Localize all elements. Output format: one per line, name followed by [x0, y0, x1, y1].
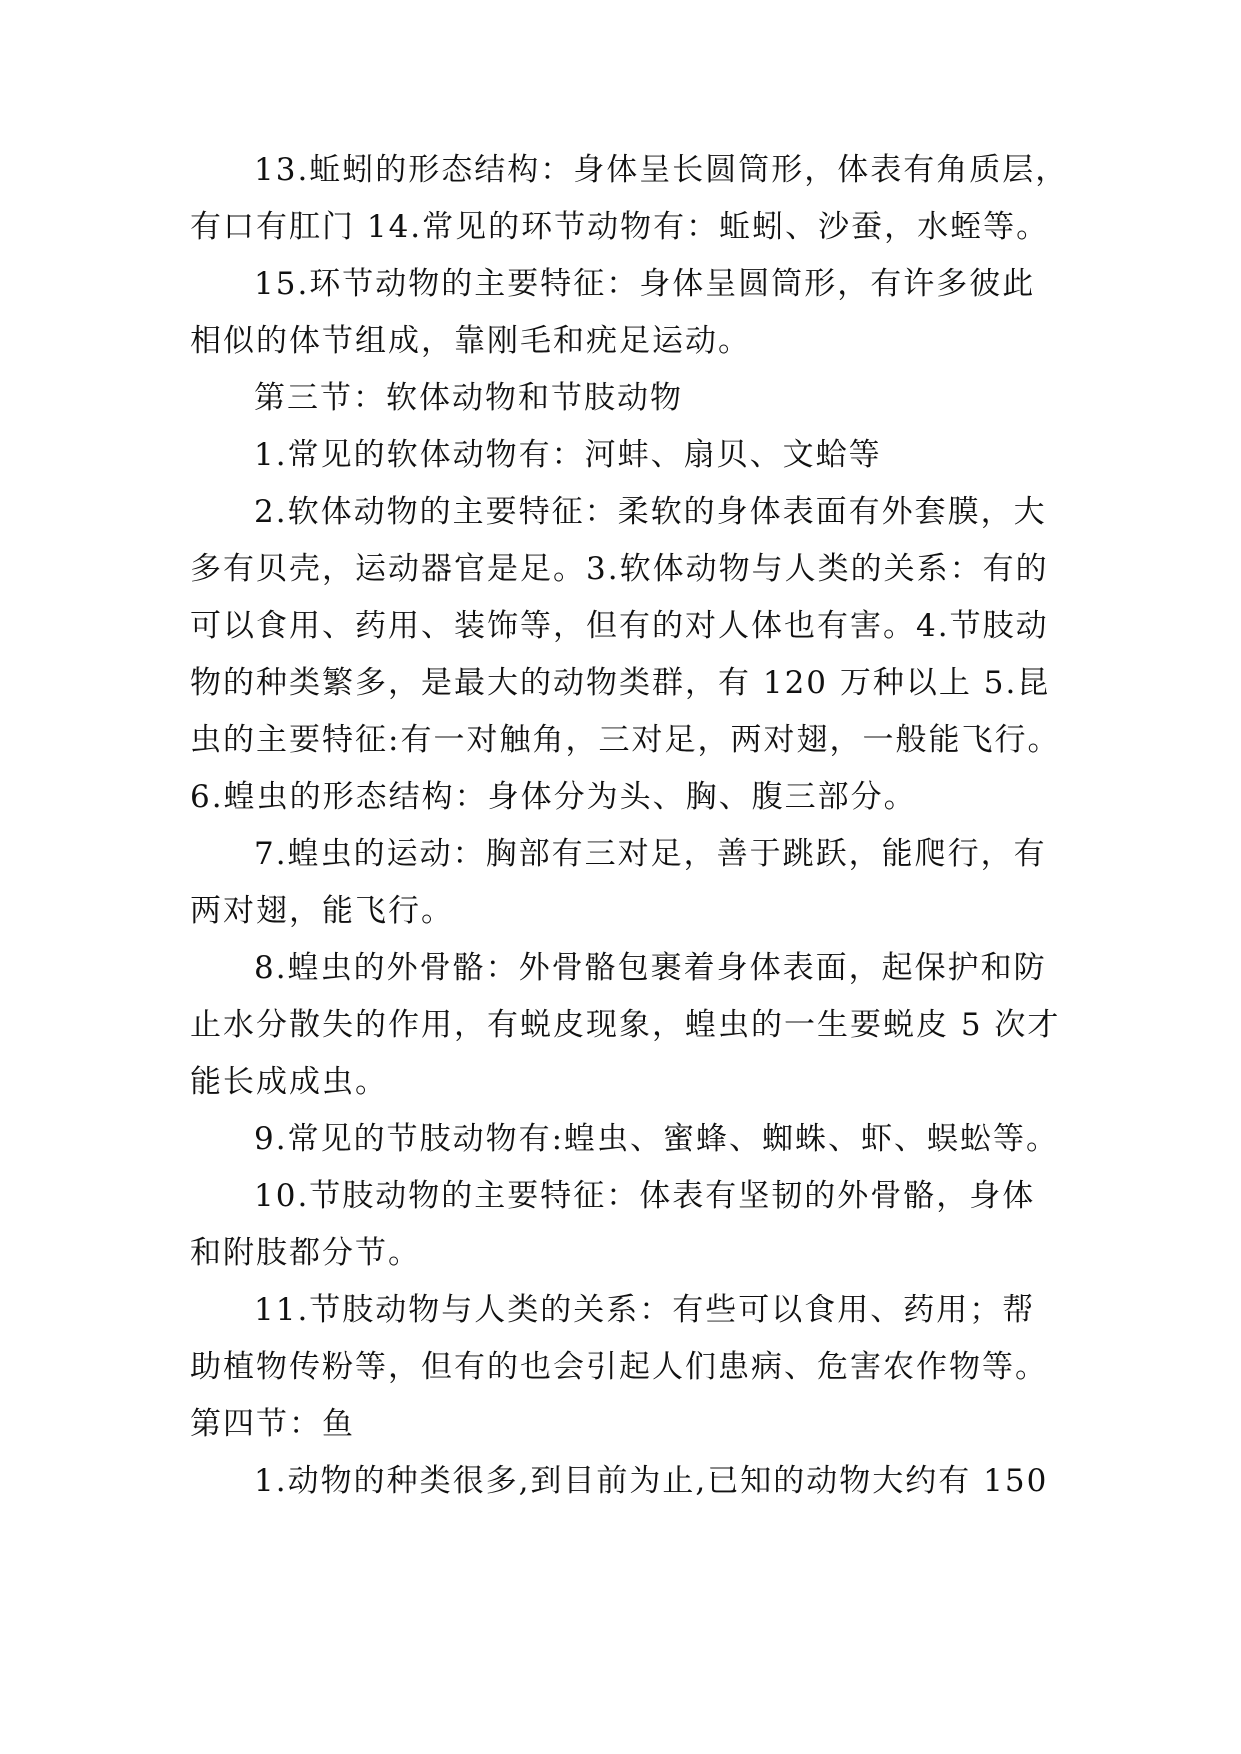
- text-line: 11.节肢动物与人类的关系：有些可以食用、药用；帮: [254, 1292, 1036, 1328]
- text-line: 能长成成虫。: [190, 1064, 388, 1100]
- text-line: 8.蝗虫的外骨骼：外骨骼包裹着身体表面，起保护和防: [254, 950, 1047, 986]
- text-line: 9.常见的节肢动物有:蝗虫、蜜蜂、蜘蛛、虾、蜈蚣等。: [254, 1121, 1060, 1157]
- text-line: 6.蝗虫的形态结构：身体分为头、胸、腹三部分。: [190, 779, 917, 815]
- text-line: 可以食用、药用、装饰等，但有的对人体也有害。4.节肢动: [190, 608, 1049, 644]
- section-heading: 第四节：鱼: [190, 1406, 355, 1442]
- text-line: 虫的主要特征:有一对触角，三对足，两对翅，一般能飞行。: [190, 722, 1061, 758]
- text-line: 多有贝壳，运动器官是足。3.软体动物与人类的关系：有的: [190, 551, 1049, 587]
- text-line: 7.蝗虫的运动：胸部有三对足，善于跳跃，能爬行，有: [254, 836, 1047, 872]
- text-line: 13.蚯蚓的形态结构：身体呈长圆筒形，体表有角质层，: [254, 152, 1069, 188]
- text-line: 物的种类繁多，是最大的动物类群，有 120 万种以上 5.昆: [190, 665, 1051, 701]
- text-line: 助植物传粉等，但有的也会引起人们患病、危害农作物等。: [190, 1349, 1048, 1385]
- text-line: 有口有肛门 14.常见的环节动物有：蚯蚓、沙蚕，水蛭等。: [190, 209, 1050, 245]
- text-line: 15.环节动物的主要特征：身体呈圆筒形，有许多彼此: [254, 266, 1036, 302]
- text-line: 1.动物的种类很多,到目前为止,已知的动物大约有 150: [254, 1463, 1049, 1499]
- text-line: 相似的体节组成，靠刚毛和疣足运动。: [190, 323, 751, 359]
- text-line: 2.软体动物的主要特征：柔软的身体表面有外套膜，大: [254, 494, 1047, 530]
- text-line: 两对翅，能飞行。: [190, 893, 454, 929]
- text-line: 和附肢都分节。: [190, 1235, 421, 1271]
- section-heading: 第三节：软体动物和节肢动物: [254, 380, 683, 416]
- text-line: 1.常见的软体动物有：河蚌、扇贝、文蛤等: [254, 437, 882, 473]
- text-line: 10.节肢动物的主要特征：体表有坚韧的外骨骼，身体: [254, 1178, 1036, 1214]
- text-line: 止水分散失的作用，有蜕皮现象，蝗虫的一生要蜕皮 5 次才: [190, 1007, 1061, 1043]
